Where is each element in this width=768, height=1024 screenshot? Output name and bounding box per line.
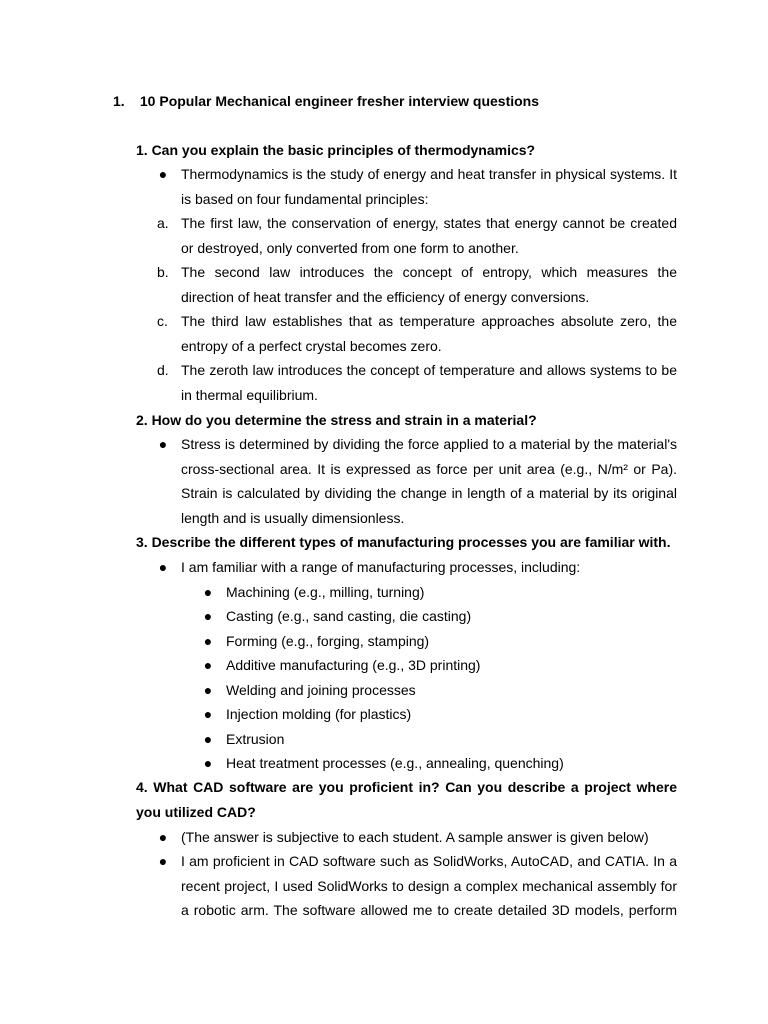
question-3-title: 3. Describe the different types of manufacturing processes you are familiar with. [136,534,671,550]
sub-bullet-marker: ● [203,706,213,722]
sub-bullet-marker: ● [203,608,213,624]
process-item: Machining (e.g., milling, turning) [226,584,425,600]
list-marker-b: b. [157,264,169,280]
sub-bullet-marker: ● [203,682,213,698]
bullet-marker: ● [158,559,168,575]
heading-number: 1. [113,93,125,109]
question-4-answer: I am proficient in CAD software such as SolidWorks, AutoCAD, and CATIA. In a recent project, I used SolidWorks to design a complex mechanical assembly for a robotic arm. The software allowed me to create detailed 3D models, perform [181,853,677,918]
second-law-item: The second law introduces the concept of entropy, which measures the direction of heat transfer and the efficiency of energy conversions. [181,264,677,305]
sub-bullet-marker: ● [203,584,213,600]
list-marker-a: a. [157,215,169,231]
bullet-marker: ● [158,166,168,182]
question-1-title: 1. Can you explain the basic principles of thermodynamics? [136,142,536,158]
question-4-title: 4. What CAD software are you proficient in? Can you describe a project where you utilized CAD? [136,779,677,820]
question-2-answer: Stress is determined by dividing the force applied to a material by the material's cross-sectional area. It is expressed as force per unit area (e.g., N/m² or Pa). Strain is calculated by dividing the change in length of a material by its original length and is usually dimensionless. [181,436,677,526]
sub-bullet-marker: ● [203,755,213,771]
question-2-title: 2. How do you determine the stress and strain in a material? [136,412,537,428]
sub-bullet-marker: ● [203,657,213,673]
sub-bullet-marker: ● [203,731,213,747]
question-4-note: (The answer is subjective to each student. A sample answer is given below) [181,829,649,845]
process-item: Casting (e.g., sand casting, die casting) [226,608,472,624]
process-item: Injection molding (for plastics) [226,706,412,722]
bullet-marker: ● [158,853,168,869]
process-item: Extrusion [226,731,285,747]
process-item: Forming (e.g., forging, stamping) [226,633,430,649]
question-3-answer: I am familiar with a range of manufacturing processes, including: [181,559,581,575]
process-item: Heat treatment processes (e.g., annealing, quenching) [226,755,564,771]
question-1-answer: Thermodynamics is the study of energy and heat transfer in physical systems. It is based on four fundamental principles: [181,166,677,207]
bullet-marker: ● [158,829,168,845]
sub-bullet-marker: ● [203,633,213,649]
bullet-marker: ● [158,436,168,452]
process-item: Additive manufacturing (e.g., 3D printing) [226,657,481,673]
zeroth-law-item: The zeroth law introduces the concept of temperature and allows systems to be in thermal equilibrium. [181,362,677,403]
heading-title: 10 Popular Mechanical engineer fresher interview questions [139,93,540,109]
first-law-item: The first law, the conservation of energy, states that energy cannot be created or destroyed, only converted from one form to another. [181,215,677,256]
list-marker-c: c. [157,313,168,329]
process-item: Welding and joining processes [226,682,416,698]
document-heading [113,93,539,109]
list-marker-d: d. [157,362,169,378]
third-law-item: The third law establishes that as temperature approaches absolute zero, the entropy of a perfect crystal becomes zero. [181,313,677,354]
